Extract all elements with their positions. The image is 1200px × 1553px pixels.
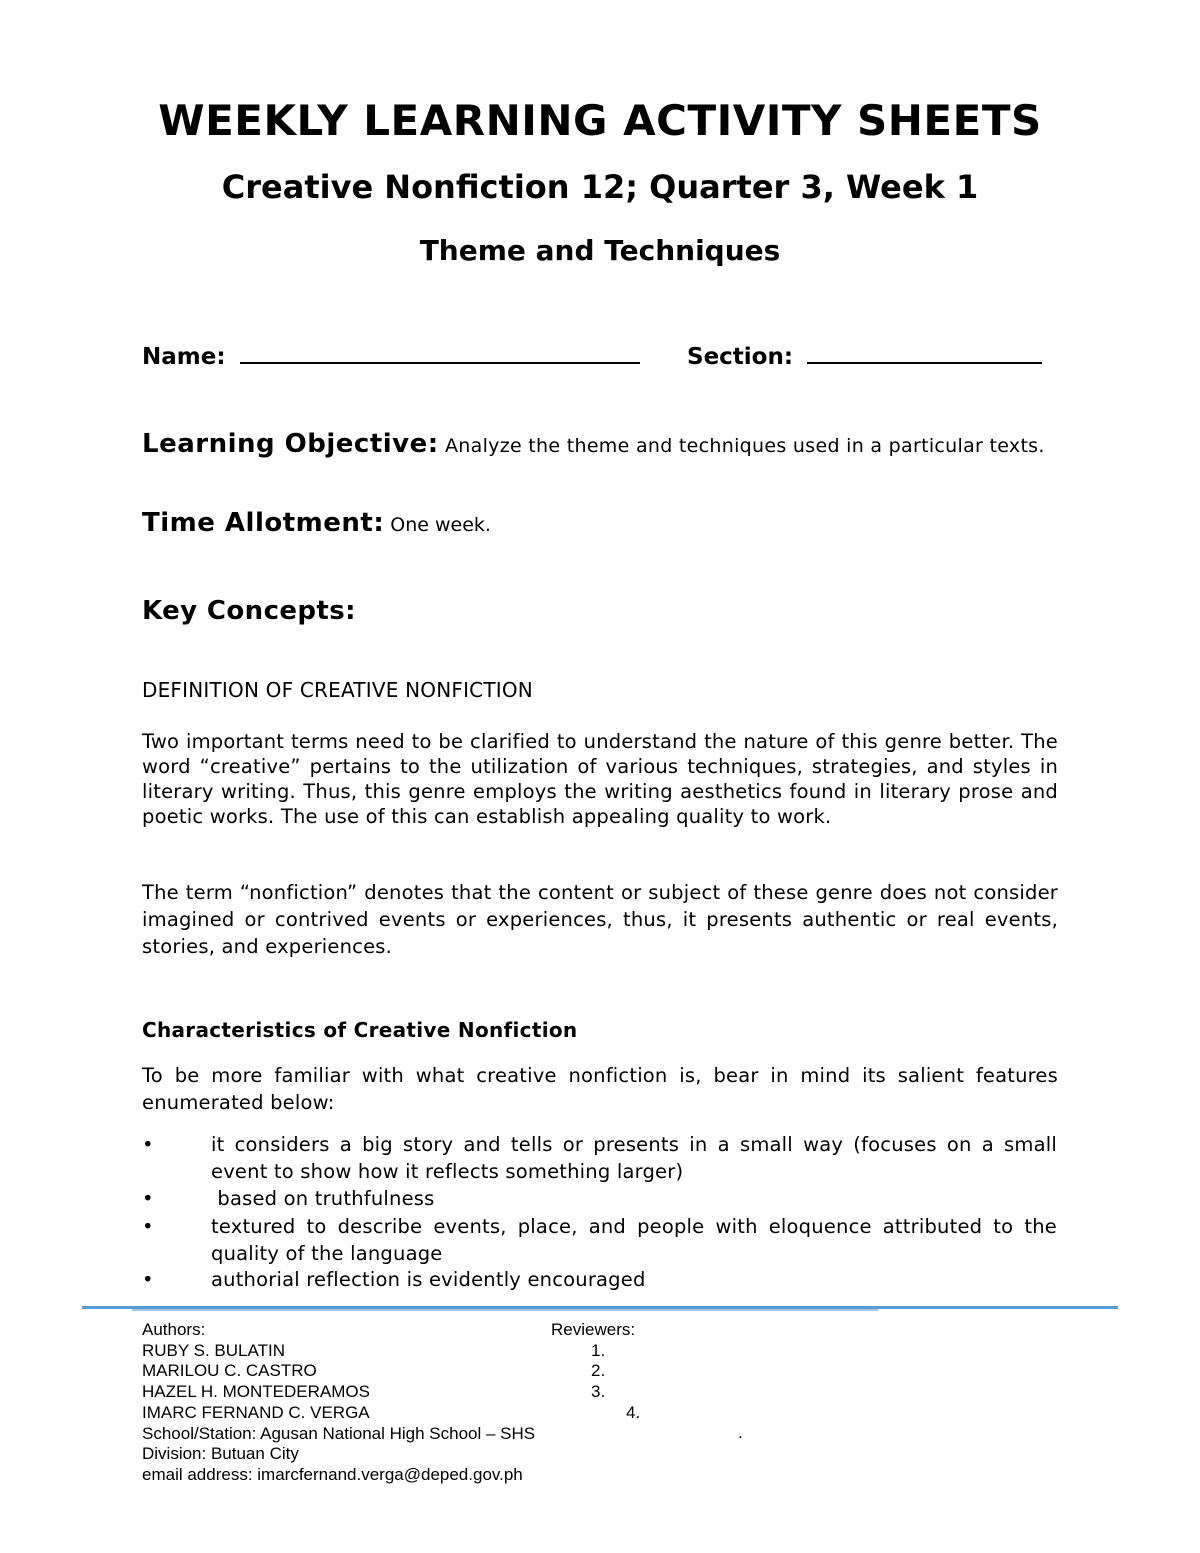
division: Division: Butuan City [142,1444,299,1464]
reviewer-number: 4. [626,1402,641,1422]
author-name: MARILOU C. CASTRO [142,1361,317,1381]
name-label: Name: [142,344,226,370]
name-blank-line[interactable] [240,340,640,364]
reviewer-number: 3. [591,1382,606,1402]
list-item-text: textured to describe events, place, and people with eloquence attributed to the quality of the language [211,1215,1057,1265]
reviewer-number: 1. [591,1340,606,1360]
characteristics-heading: Characteristics of Creative Nonfiction [142,1018,578,1042]
time-allotment-text: One week. [390,514,491,536]
bullet-icon: • [142,1215,154,1238]
definition-heading: DEFINITION OF CREATIVE NONFICTION [142,678,533,702]
school-station: School/Station: Agusan National High School – SHS [142,1423,536,1443]
section-blank-line[interactable] [807,340,1042,364]
authors-label: Authors: [142,1320,206,1339]
learning-objective [142,430,1058,461]
author-name: HAZEL H. MONTEDERAMOS [142,1382,370,1402]
time-allotment [142,508,491,538]
name-field[interactable] [142,340,640,370]
list-item-text: authorial reflection is evidently encouraged [211,1268,646,1291]
footer-authors [142,1320,535,1486]
bullet-icon: • [142,1133,154,1156]
document-topic: Theme and Techniques [419,234,781,267]
reviewers-label: Reviewers: [551,1320,636,1339]
document-subtitle: Creative Nonfiction 12; Quarter 3, Week 1 [221,168,979,206]
bullet-icon: • [142,1268,154,1291]
key-concepts-heading: Key Concepts: [142,596,356,626]
learning-objective-label: Learning Objective: [142,429,439,459]
paragraph-creative: Two important terms need to be clarified to understand the nature of this genre better. The word “creative” pertains to the utilization of various techniques, strategies, and styles in literary writing. Thus, this genre employs the writing aesthetics found in literary prose and poetic works. The use of this can establish appealing quality to work. [142,730,1058,828]
author-name: IMARC FERNAND C. VERGA [142,1402,370,1422]
footer-reviewers [551,1320,640,1424]
footer-divider-accent [132,1309,878,1311]
author-name: RUBY S. BULATIN [142,1340,285,1360]
section-label: Section: [687,344,794,370]
paragraph-nonfiction: The term “nonfiction” denotes that the content or subject of these genre does not consider imagined or contrived events or experiences, thus, it presents authentic or real events, stories, and experiences. [142,881,1058,958]
learning-objective-text: Analyze the theme and techniques used in a particular texts. [445,435,1045,457]
paragraph-characteristics-intro: To be more familiar with what creative nonfiction is, bear in mind its salient features enumerated below: [142,1064,1058,1114]
email-address: email address: imarcfernand.verga@deped.gov.ph [142,1464,523,1484]
document-title: WEEKLY LEARNING ACTIVITY SHEETS [158,96,1042,145]
bullet-icon: • [142,1187,154,1210]
reviewer-number: 2. [591,1361,606,1381]
list-item-text: based on truthfulness [211,1187,435,1210]
trailing-period: . [738,1423,743,1442]
section-field[interactable] [687,340,1042,370]
time-allotment-label: Time Allotment: [142,508,385,538]
list-item-text: it considers a big story and tells or presents in a small way (focuses on a small event to show how it reflects something larger) [211,1133,1057,1183]
